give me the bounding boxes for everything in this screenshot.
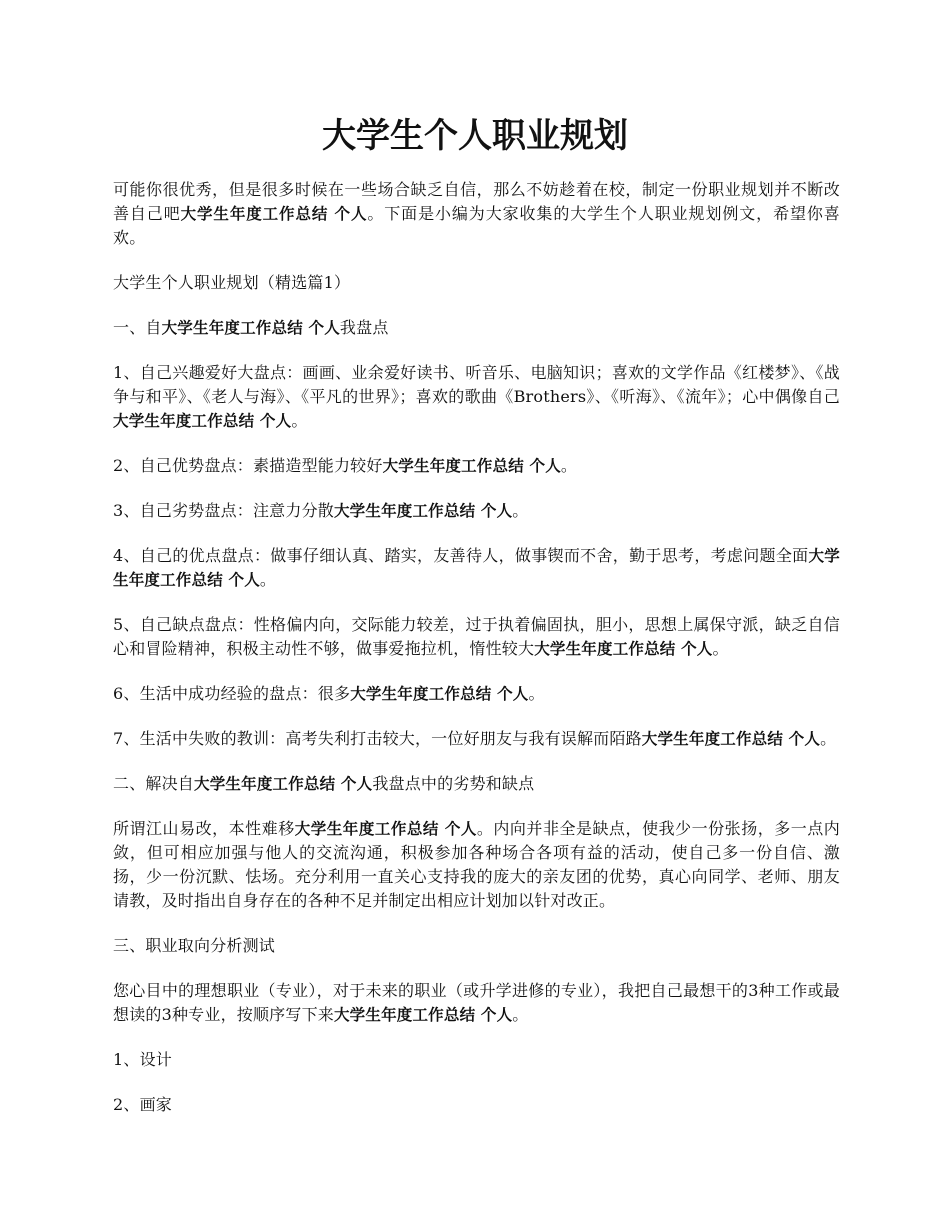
list-item: 3、自己劣势盘点：注意力分散大学生年度工作总结 个人。 bbox=[113, 501, 529, 520]
list-item: 7、生活中失败的教训：高考失利打击较大，一位好朋友与我有误解而陌路大学生年度工作总结 个人。 bbox=[113, 729, 837, 748]
keyword: 大学生年度工作总结 个人 bbox=[333, 502, 513, 520]
keyword: 大学生年度工作总结 个人 bbox=[113, 547, 840, 589]
keyword: 大学生年度工作总结 个人 bbox=[641, 730, 821, 748]
list-item: 2、画家 bbox=[113, 1095, 172, 1114]
list-item: 1、设计 bbox=[113, 1050, 172, 1069]
list-item: 5、自己缺点盘点：性格偏内向，交际能力较差，过于执着偏固执，胆小，思想上属保守派，缺乏自信心和冒险精神，积极主动性不够，做事爱拖拉机，惰性较大大学生年度工作总结 个人。 bbox=[113, 615, 840, 658]
section-heading: 一、自大学生年度工作总结 个人我盘点 bbox=[113, 318, 389, 337]
list-item: 1、自己兴趣爱好大盘点：画画、业余爱好读书、听音乐、电脑知识；喜欢的文学作品《红楼梦》、《战争与和平》、《老人与海》、《平凡的世界》；喜欢的歌曲《Brothers》、《听海》、《流年》；心中偶像自己大学生年度工作总结 个人。 bbox=[113, 363, 840, 430]
keyword: 大学生年度工作总结 个人 bbox=[113, 412, 292, 430]
list-item: 4、自己的优点盘点：做事仔细认真、踏实，友善待人，做事锲而不舍，勤于思考，考虑问题全面大学生年度工作总结 个人。 bbox=[113, 546, 840, 589]
keyword: 大学生年度工作总结 个人 bbox=[294, 820, 477, 838]
keyword: 大学生年度工作总结 个人 bbox=[382, 457, 561, 475]
keyword: 大学生年度工作总结 个人 bbox=[194, 775, 373, 793]
section-heading: 二、解决自大学生年度工作总结 个人我盘点中的劣势和缺点 bbox=[113, 774, 535, 793]
page-title: 大学生个人职业规划 bbox=[322, 116, 628, 156]
body-paragraph: 所谓江山易改，本性难移大学生年度工作总结 个人。内向并非全是缺点，使我少一份张扬，多一点内敛，但可相应加强与他人的交流沟通，积极参加各种场合各项有益的活动，使自己多一份自信、激扬，少一份沉默、怯场。充分利用一直关心支持我的庞大的亲友团的优势，真心向同学、老师、朋友请教，及时指出自身存在的各种不足并制定出相应计划加以针对改正。 bbox=[113, 819, 840, 910]
section-heading: 大学生个人职业规划（精选篇1） bbox=[113, 273, 351, 292]
keyword: 大学生年度工作总结 个人 bbox=[534, 640, 713, 658]
document-body bbox=[113, 178, 840, 1138]
keyword: 大学生年度工作总结 个人 bbox=[180, 205, 368, 223]
list-item: 2、自己优势盘点：素描造型能力较好大学生年度工作总结 个人。 bbox=[113, 456, 578, 475]
intro-paragraph: 可能你很优秀，但是很多时候在一些场合缺乏自信，那么不妨趁着在校，制定一份职业规划并不断改善自己吧大学生年度工作总结 个人。下面是小编为大家收集的大学生个人职业规划例文，希望你喜欢。 bbox=[113, 180, 840, 247]
body-paragraph: 您心目中的理想职业（专业），对于未来的职业（或升学进修的专业），我把自己最想干的3种工作或最想读的3种专业，按顺序写下来大学生年度工作总结 个人。 bbox=[113, 981, 840, 1024]
keyword: 大学生年度工作总结 个人 bbox=[161, 319, 340, 337]
keyword: 大学生年度工作总结 个人 bbox=[333, 1006, 513, 1024]
section-heading: 三、职业取向分析测试 bbox=[113, 936, 276, 955]
list-item: 6、生活中成功经验的盘点：很多大学生年度工作总结 个人。 bbox=[113, 684, 545, 703]
keyword: 大学生年度工作总结 个人 bbox=[350, 685, 529, 703]
